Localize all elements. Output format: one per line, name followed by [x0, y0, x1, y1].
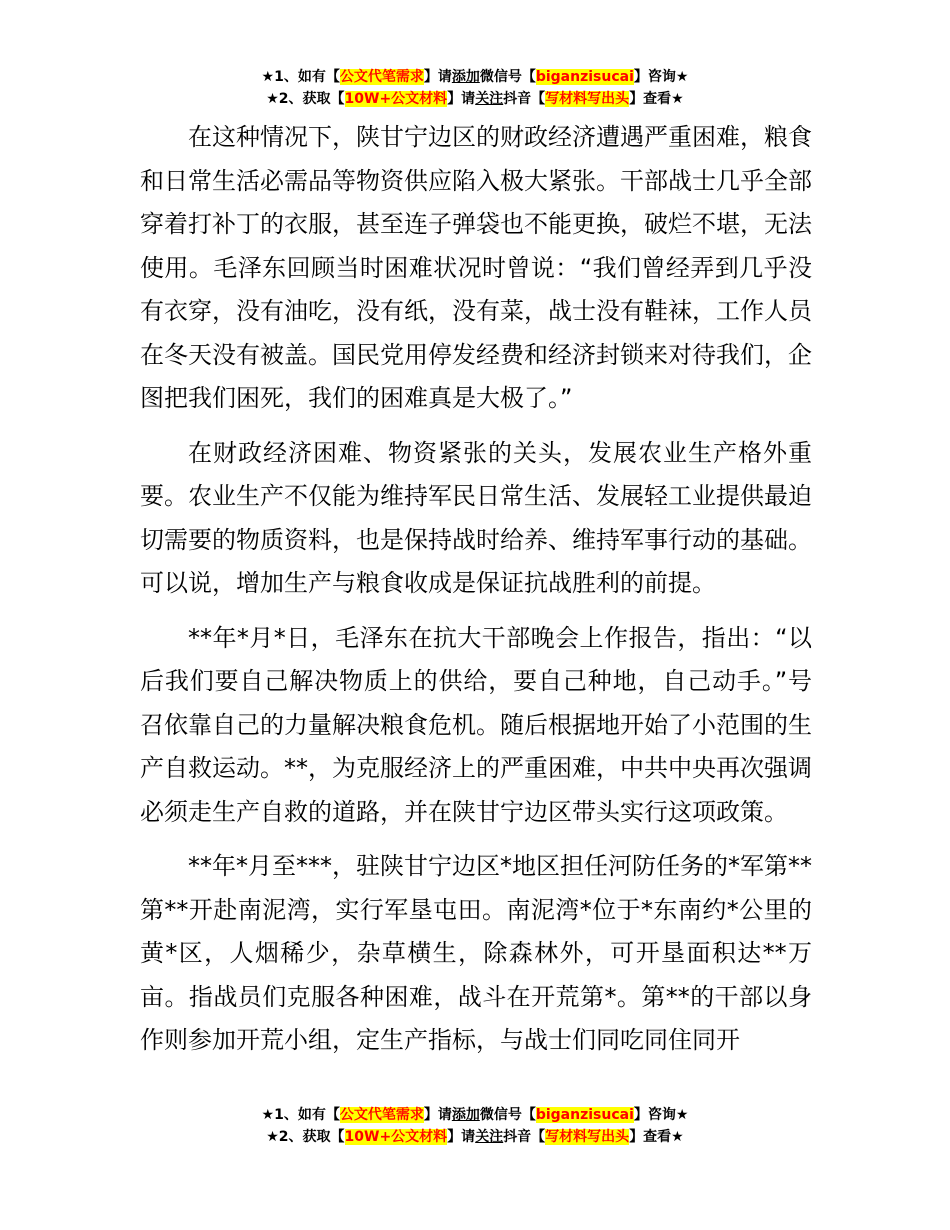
- banner-line-1: ★1、如有【公文代笔需求】请添加微信号【biganzisucai】咨询★: [261, 69, 689, 85]
- banner-line-1: ★1、如有【公文代笔需求】请添加微信号【biganzisucai】咨询★: [261, 1107, 689, 1123]
- banner-line-2: ★2、获取【10W+公文材料】请关注抖音【写材料写出头】查看★: [266, 1129, 684, 1145]
- document-body: [140, 116, 812, 1074]
- banner-highlight-douyin: 写材料写出头: [545, 91, 630, 107]
- banner-highlight-wechat: biganzisucai: [535, 1107, 634, 1123]
- banner-highlight-douyin: 写材料写出头: [545, 1129, 630, 1145]
- banner-highlight-materials: 10W+公文材料: [344, 91, 448, 107]
- banner-highlight-service: 公文代笔需求: [339, 69, 424, 85]
- header-banner: [0, 66, 950, 110]
- paragraph: 在这种情况下，陕甘宁边区的财政经济遭遇严重困难，粮食和日常生活必需品等物资供应陷入极大紧张。干部战士几乎全部穿着打补丁的衣服，甚至连子弹袋也不能更换，破烂不堪，无法使用。毛泽东回顾当时困难状况时曾说：“我们曾经弄到几乎没有衣穿，没有油吃，没有纸，没有菜，战士没有鞋袜，工作人员在冬天没有被盖。国民党用停发经费和经济封锁来对待我们，企图把我们困死，我们的困难真是大极了。”: [140, 123, 812, 412]
- paragraph: 在财政经济困难、物资紧张的关头，发展农业生产格外重要。农业生产不仅能为维持军民日常生活、发展轻工业提供最迫切需要的物质资料，也是保持战时给养、维持军事行动的基础。可以说，增加生产与粮食收成是保证抗战胜利的前提。: [140, 438, 812, 597]
- banner-highlight-wechat: biganzisucai: [535, 69, 634, 85]
- banner-highlight-service: 公文代笔需求: [339, 1107, 424, 1123]
- banner-line-2: ★2、获取【10W+公文材料】请关注抖音【写材料写出头】查看★: [266, 91, 684, 107]
- paragraph: **年*月*日，毛泽东在抗大干部晚会上作报告，指出：“以后我们要自己解决物质上的供给，要自己种地，自己动手。”号召依靠自己的力量解决粮食危机。随后根据地开始了小范围的生产自救运动。**，为克服经济上的严重困难，中共中央再次强调必须走生产自救的道路，并在陕甘宁边区带头实行这项政策。: [140, 623, 812, 826]
- footer-banner: [0, 1104, 950, 1148]
- banner-highlight-materials: 10W+公文材料: [344, 1129, 448, 1145]
- paragraph: **年*月至***，驻陕甘宁边区*地区担任河防任务的*军第**第**开赴南泥湾，实行军垦屯田。南泥湾*位于*东南约*公里的黄*区，人烟稀少，杂草横生，除森林外，可开垦面积达**万亩。指战员们克服各种困难，战斗在开荒第*。第**的干部以身作则参加开荒小组，定生产指标，与战士们同吃同住同开: [140, 852, 812, 1054]
